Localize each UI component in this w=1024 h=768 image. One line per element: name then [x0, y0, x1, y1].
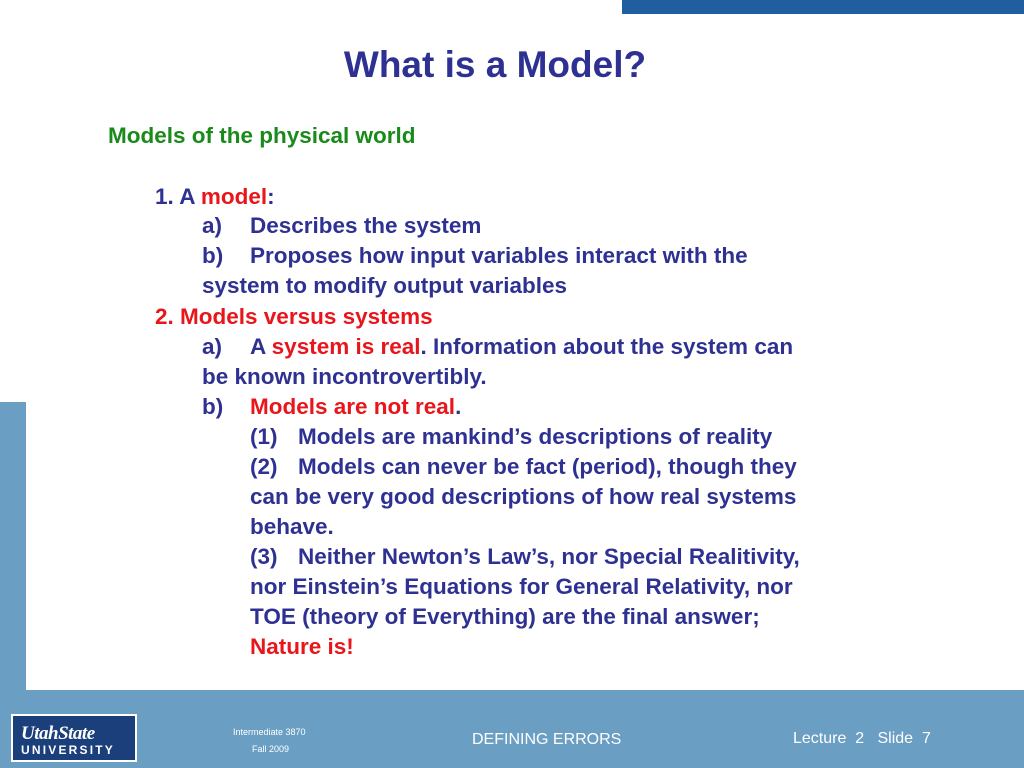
- logo-wordmark: UtahState: [21, 723, 95, 744]
- sub-2-continuation-1: can be very good descriptions of how real systems: [250, 484, 797, 509]
- item-2b-label: b): [202, 394, 224, 419]
- item-2a-continuation: be known incontrovertibly.: [202, 364, 487, 389]
- item-2-number: 2.: [155, 304, 174, 329]
- sub-3-label: (3): [250, 544, 278, 569]
- item-2a-prefix: A: [250, 334, 272, 359]
- item-2a-text: [250, 334, 793, 360]
- item-2a-label: a): [202, 334, 223, 359]
- item-1a-text: Describes the system: [250, 213, 482, 238]
- item-1b-text: Proposes how input variables interact with the: [250, 243, 748, 268]
- item-2b-keyword: Models are not real: [250, 394, 456, 419]
- university-logo: [11, 714, 137, 762]
- item-2-text: Models versus systems: [180, 304, 433, 329]
- topic-label: DEFINING ERRORS: [472, 731, 622, 748]
- sub-3-continuation-2: TOE (theory of Everything) are the final answer;: [250, 604, 760, 629]
- slide-title: What is a Model?: [343, 44, 647, 85]
- item-1: [155, 184, 275, 210]
- item-1-keyword: model: [200, 184, 268, 209]
- sub-2-continuation-2: behave.: [250, 514, 334, 539]
- sub-1-text: Models are mankind’s descriptions of reality: [298, 424, 773, 449]
- lecture-slide-label: Lecture 2 Slide 7: [793, 730, 931, 747]
- item-2: [155, 304, 433, 330]
- item-1b-continuation: system to modify output variables: [202, 273, 568, 298]
- item-2b-text: [250, 394, 461, 420]
- item-1-suffix: :: [267, 184, 275, 209]
- sub-3-text: Neither Newton’s Law’s, nor Special Realitivity,: [298, 544, 800, 569]
- sub-3-continuation-1: nor Einstein’s Equations for General Relativity, nor: [250, 574, 793, 599]
- item-1a-label: a): [202, 213, 223, 238]
- sub-2-text: Models can never be fact (period), though they: [298, 454, 797, 479]
- item-1-number: 1.: [155, 184, 174, 209]
- item-2b-suffix: .: [455, 394, 462, 419]
- sub-2-label: (2): [250, 454, 278, 479]
- item-1-prefix: A: [179, 184, 201, 209]
- course-label: Intermediate 3870: [233, 727, 306, 737]
- sub-3-conclusion: Nature is!: [250, 634, 354, 659]
- item-2a-keyword: system is real: [271, 334, 421, 359]
- item-2a-suffix: . Information about the system can: [420, 334, 794, 359]
- term-label: Fall 2009: [252, 744, 290, 754]
- logo-subtitle: UNIVERSITY: [21, 743, 116, 757]
- section-heading: Models of the physical world: [108, 123, 416, 148]
- sub-1-label: (1): [250, 424, 278, 449]
- item-1b-label: b): [202, 243, 224, 268]
